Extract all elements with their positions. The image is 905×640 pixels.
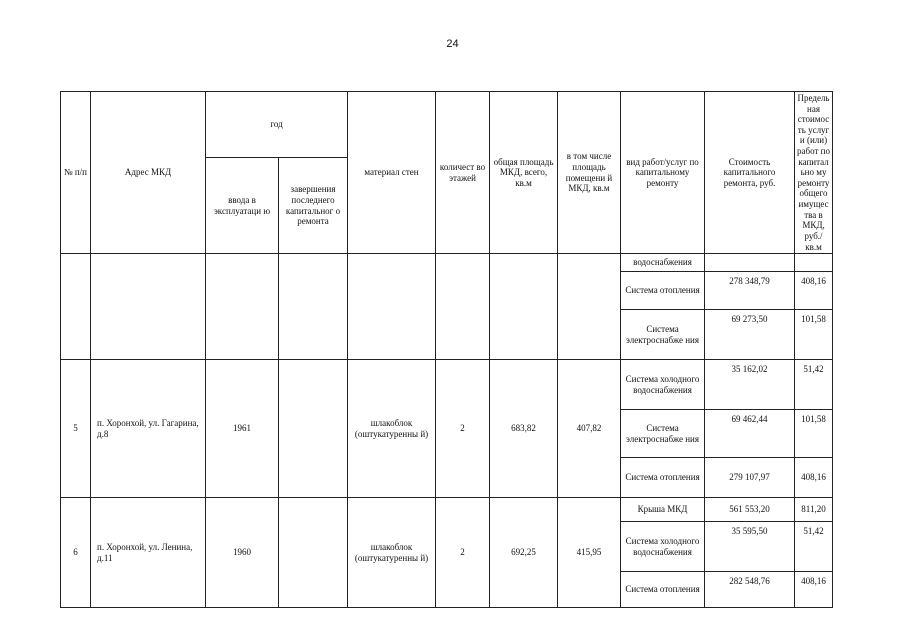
cont-year-last-repair (279, 254, 348, 360)
work-cost: 35 162,02 (705, 360, 795, 410)
work-max-cost: 101,58 (795, 310, 833, 360)
work-max-cost: 51,42 (795, 360, 833, 410)
header-wall-material: материал стен (348, 92, 436, 254)
work-cost: 282 548,76 (705, 572, 795, 608)
work-max-cost: 408,16 (795, 272, 833, 310)
header-address: Адрес МКД (91, 92, 206, 254)
building-num: 6 (61, 498, 91, 608)
building-year-commission: 1960 (206, 498, 279, 608)
work-cost: 69 462,44 (705, 410, 795, 458)
page-number: 24 (446, 38, 459, 50)
cont-floors (436, 254, 490, 360)
building-address: п. Хоронхой, ул. Гагарина, д.8 (91, 360, 206, 498)
work-max-cost: 101,58 (795, 410, 833, 458)
building-floors: 2 (436, 498, 490, 608)
work-cost: 279 107,97 (705, 458, 795, 498)
work-max-cost (795, 254, 833, 272)
building-num: 5 (61, 360, 91, 498)
work-max-cost: 408,16 (795, 572, 833, 608)
work-max-cost: 811,20 (795, 498, 833, 522)
header-max-cost: Предельная стоимость услуг и (или) работ по капитально му ремонту общего имущества в МКД, руб./кв.м (795, 92, 833, 254)
building-floors: 2 (436, 360, 490, 498)
work-max-cost: 408,16 (795, 458, 833, 498)
cont-work-type: Система электроснабже ния (621, 310, 705, 360)
header-cost: Стоимость капитального ремонта, руб. (705, 92, 795, 254)
cont-year-commission (206, 254, 279, 360)
header-year-commission: ввода в эксплуатаци ю (206, 158, 279, 254)
header-premises-area: в том числе площадь помещени й МКД, кв.м (558, 92, 621, 254)
building-total-area: 692,25 (490, 498, 558, 608)
cont-address (91, 254, 206, 360)
building-wall-material: шлакоблок (оштукатуренны й) (348, 360, 436, 498)
cont-work-type: водоснабжения (621, 254, 705, 272)
building-year-last-repair (279, 498, 348, 608)
cont-total-area (490, 254, 558, 360)
work-type: Система холодного водоснабжения (621, 522, 705, 572)
header-total-area: общая площадь МКД, всего, кв.м (490, 92, 558, 254)
building-premises-area: 407,82 (558, 360, 621, 498)
building-year-commission: 1961 (206, 360, 279, 498)
cont-premises-area (558, 254, 621, 360)
cont-work-type: Система отопления (621, 272, 705, 310)
work-type: Крыша МКД (621, 498, 705, 522)
work-cost: 561 553,20 (705, 498, 795, 522)
building-premises-area: 415,95 (558, 498, 621, 608)
work-max-cost: 51,42 (795, 522, 833, 572)
cont-wall-material (348, 254, 436, 360)
building-total-area: 683,82 (490, 360, 558, 498)
header-floors: количест во этажей (436, 92, 490, 254)
header-year-last-repair: завершения последнего капитальног о ремонта (279, 158, 348, 254)
building-wall-material: шлакоблок (оштукатуренны й) (348, 498, 436, 608)
work-type: Система отопления (621, 458, 705, 498)
building-year-last-repair (279, 360, 348, 498)
work-type: Система холодного водоснабжения (621, 360, 705, 410)
cont-cost: 278 348,79 (705, 272, 795, 310)
work-type: Система электроснабже ния (621, 410, 705, 458)
header-num: № п/п (61, 92, 91, 254)
cont-num (61, 254, 91, 360)
building-address: п. Хоронхой, ул. Ленина, д.11 (91, 498, 206, 608)
work-cost: 35 595,50 (705, 522, 795, 572)
header-work-type: вид работ/услуг по капитальному ремонту (621, 92, 705, 254)
capital-repair-table (60, 91, 833, 608)
cont-cost: 69 273,50 (705, 310, 795, 360)
work-type: Система отопления (621, 572, 705, 608)
cont-cost (705, 254, 795, 272)
header-year: год (206, 92, 348, 158)
